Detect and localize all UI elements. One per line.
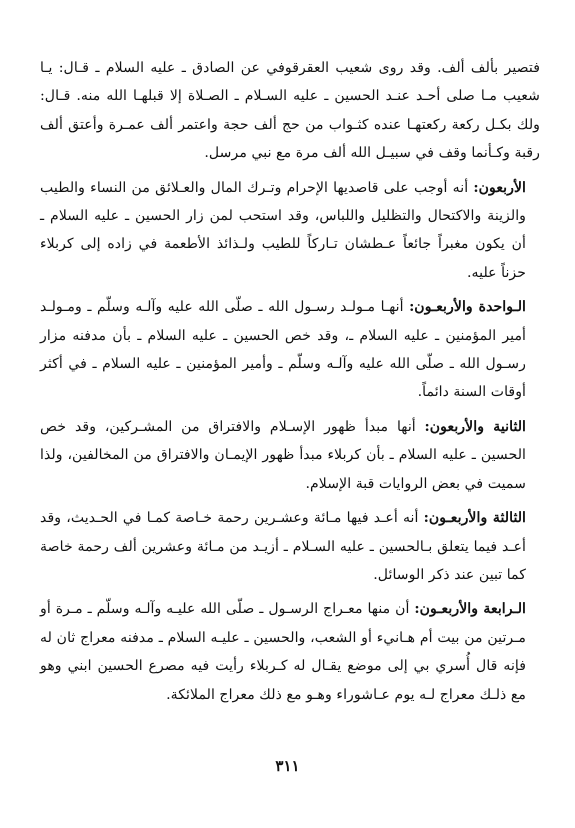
paragraph-heading: الـرابعة والأربعـون: <box>414 601 527 618</box>
page-body <box>40 54 540 709</box>
paragraph-forty-first <box>40 293 540 407</box>
page-number: ٣١١ <box>275 757 300 775</box>
paragraph-body: أن منها معـراج الرسـول ـ صلّى الله عليـه وآلـه وسلّم ـ مـرة أو مـرتين من بيت أم هـانيء أو الشعب، والحسين ـ عليـه السلام ـ مدفنه معراج ثان له فإنه قال أُسري بي إلى موضع يقـال له كـربلاء رأيت فيه مصرع الحسين ابني وهو مع ذلـك معراج لـه يوم عـاشوراء وهـو مع ذلك معراج الملائكة. <box>40 601 526 703</box>
paragraph-intro <box>40 54 540 168</box>
paragraph-body: أنهـا مـولـد رسـول الله ـ صلّى الله عليه وآلـه وسلّم ـ ومـولـد أمير المؤمنين ـ عليه السلام ـ، وقد خص الحسين ـ عليه السلام ـ بأن مدفنه مزار رسـول الله ـ صلّى الله عليه وآلـه وسلّم ـ وأمير المؤمنين ـ عليه السلام ـ في أكثر أوقات السنة دائماً. <box>40 299 526 401</box>
paragraph-body: أنها مبدأ ظهور الإسـلام والافتراق من المشـركين، وقد خص الحسين ـ عليه السلام ـ بأن كربلاء مبدأ ظهور الإيمـان والافتراق من المخالفين، ولذا سميت في بعض الروايات قبة الإسلام. <box>40 418 526 492</box>
paragraph-body: أنه أعـد فيها مـائة وعشـرين رحمة خـاصة كمـا في الحـديث، وقد أعـد فيما يتعلق بـالحسين ـ عليه السـلام ـ أزيـد من مـائة وعشرين ألف رحمة خاصة كما تبين عند ذكر الوسائل. <box>40 510 526 583</box>
paragraph-body: أنه أوجب على قاصديها الإحرام وتـرك المال والعـلائق من النساء والطيب والزينة والاكتحال والتظليل واللباس، وقد استحب لمن زار الحسين ـ عليه السلام ـ أن يكون مغبراً جائعاً عـطشان تـاركاً للطيب ولـذائذ الأطعمة في زاده إلى كربلاء حزناً عليه. <box>40 179 526 281</box>
paragraph-fortieth <box>40 174 540 288</box>
paragraph-forty-fourth <box>40 595 540 709</box>
paragraph-heading: الثالثة والأربعـون: <box>423 510 526 527</box>
paragraph-body: فتصير بألف ألف. وقد روى شعيب العقرقوفي عن الصادق ـ عليه السلام ـ قـال: يـا شعيب مـا صلى أحـد عنـد الحسين ـ عليه السـلام ـ الصـلاة إلا قبلهـا الله منه. قـال: ولك بكـل ركعة ركعتهـا عنده كثـواب من حج ألف حجة واعتمر ألف عمـرة وأعتق ألف رقبة وكـأنما وقف في سبيـل الله ألف مرة مع نبي مرسل. <box>40 60 540 162</box>
paragraph-heading: الأربعون: <box>473 179 526 196</box>
paragraph-forty-third <box>40 504 540 589</box>
paragraph-heading: الثانية والأربعون: <box>424 418 526 435</box>
paragraph-heading: الـواحدة والأربعـون: <box>409 299 526 316</box>
paragraph-forty-second <box>40 413 540 498</box>
